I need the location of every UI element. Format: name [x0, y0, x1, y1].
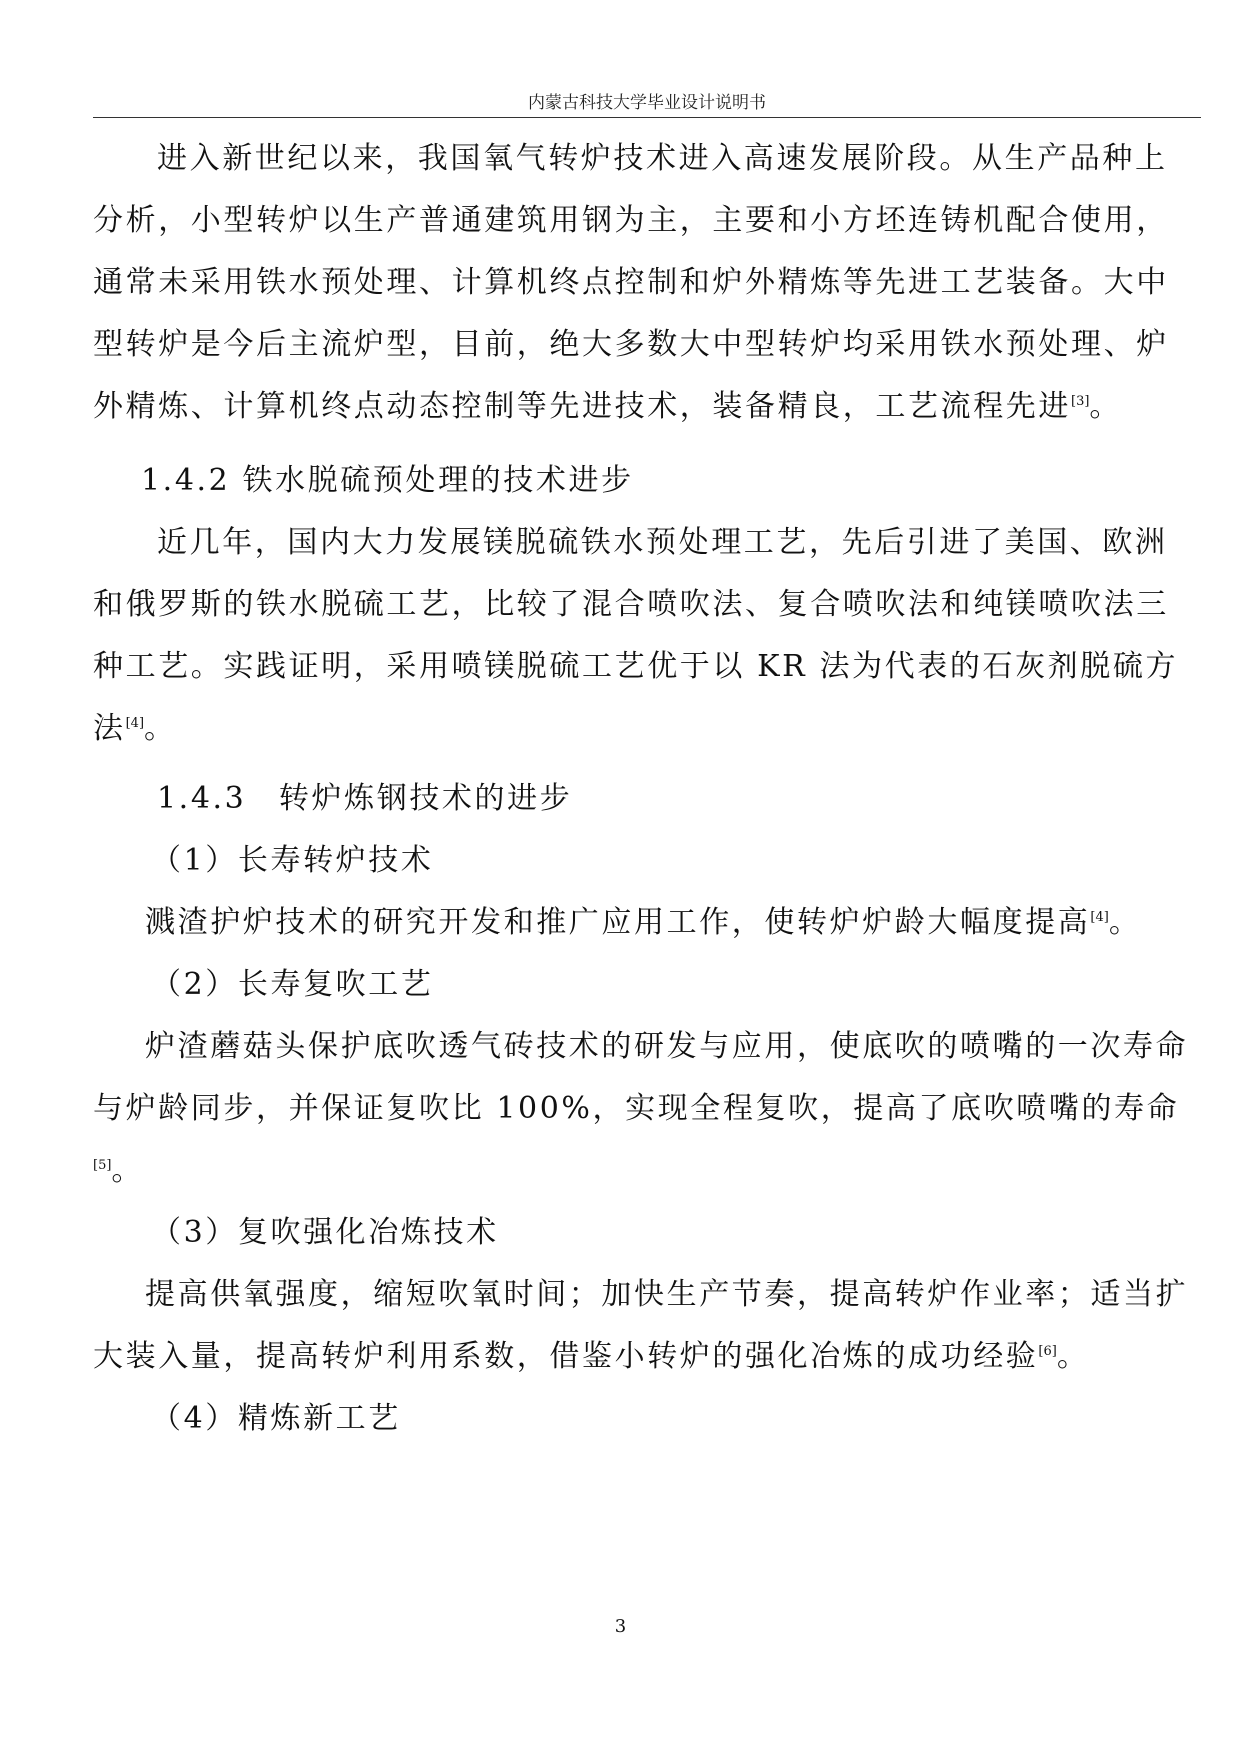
section-heading-1-4-3: 1.4.3 转炉炼钢技术的进步 — [157, 781, 573, 816]
subsection-title-1: （1）长寿转炉技术 — [151, 843, 434, 878]
citation-ref: [3] — [1071, 394, 1090, 409]
document-body — [93, 128, 1193, 1450]
subsection-title-4: （4）精炼新工艺 — [151, 1401, 401, 1436]
subsection-title-3: （3）复吹强化冶炼技术 — [151, 1215, 499, 1250]
citation-ref: [5] — [93, 1158, 112, 1173]
subsection-text-1: 溅渣护炉技术的研究开发和推广应用工作，使转炉炉龄大幅度提高[4]。 — [145, 905, 1142, 940]
subsection-title-2: （2）长寿复吹工艺 — [151, 967, 434, 1002]
document-header: 内蒙古科技大学毕业设计说明书 — [93, 88, 1201, 118]
subsection-text-3: 提高供氧强度，缩短吹氧时间；加快生产节奏，提高转炉作业率；适当扩大装入量，提高转炉利用系数，借鉴小转炉的强化冶炼的成功经验[6]。 — [93, 1277, 1189, 1374]
subsection-text-2: 炉渣蘑菇头保护底吹透气砖技术的研发与应用，使底吹的喷嘴的一次寿命与炉龄同步，并保证复吹比 100%，实现全程复吹，提高了底吹喷嘴的寿命[5]。 — [93, 1029, 1189, 1188]
citation-ref: [4] — [1090, 910, 1109, 925]
section-1-4-2-paragraph: 近几年，国内大力发展镁脱硫铁水预处理工艺，先后引进了美国、欧洲和俄罗斯的铁水脱硫工艺，比较了混合喷吹法、复合喷吹法和纯镁喷吹法三种工艺。实践证明，采用喷镁脱硫工艺优于以 KR 法为代表的石灰剂脱硫方法[4]。 — [93, 525, 1179, 746]
page-number: 3 — [614, 1616, 627, 1637]
section-heading-1-4-2: 1.4.2 铁水脱硫预处理的技术进步 — [141, 463, 634, 498]
citation-ref: [4] — [125, 716, 145, 731]
citation-ref: [6] — [1038, 1344, 1057, 1359]
intro-paragraph: 进入新世纪以来，我国氧气转炉技术进入高速发展阶段。从生产品种上分析，小型转炉以生产普通建筑用钢为主，主要和小方坯连铸机配合使用，通常未采用铁水预处理、计算机终点控制和炉外精炼等先进工艺装备。大中型转炉是今后主流炉型，目前，绝大多数大中型转炉均采用铁水预处理、炉外精炼、计算机终点动态控制等先进技术，装备精良，工艺流程先进[3]。 — [93, 141, 1169, 424]
